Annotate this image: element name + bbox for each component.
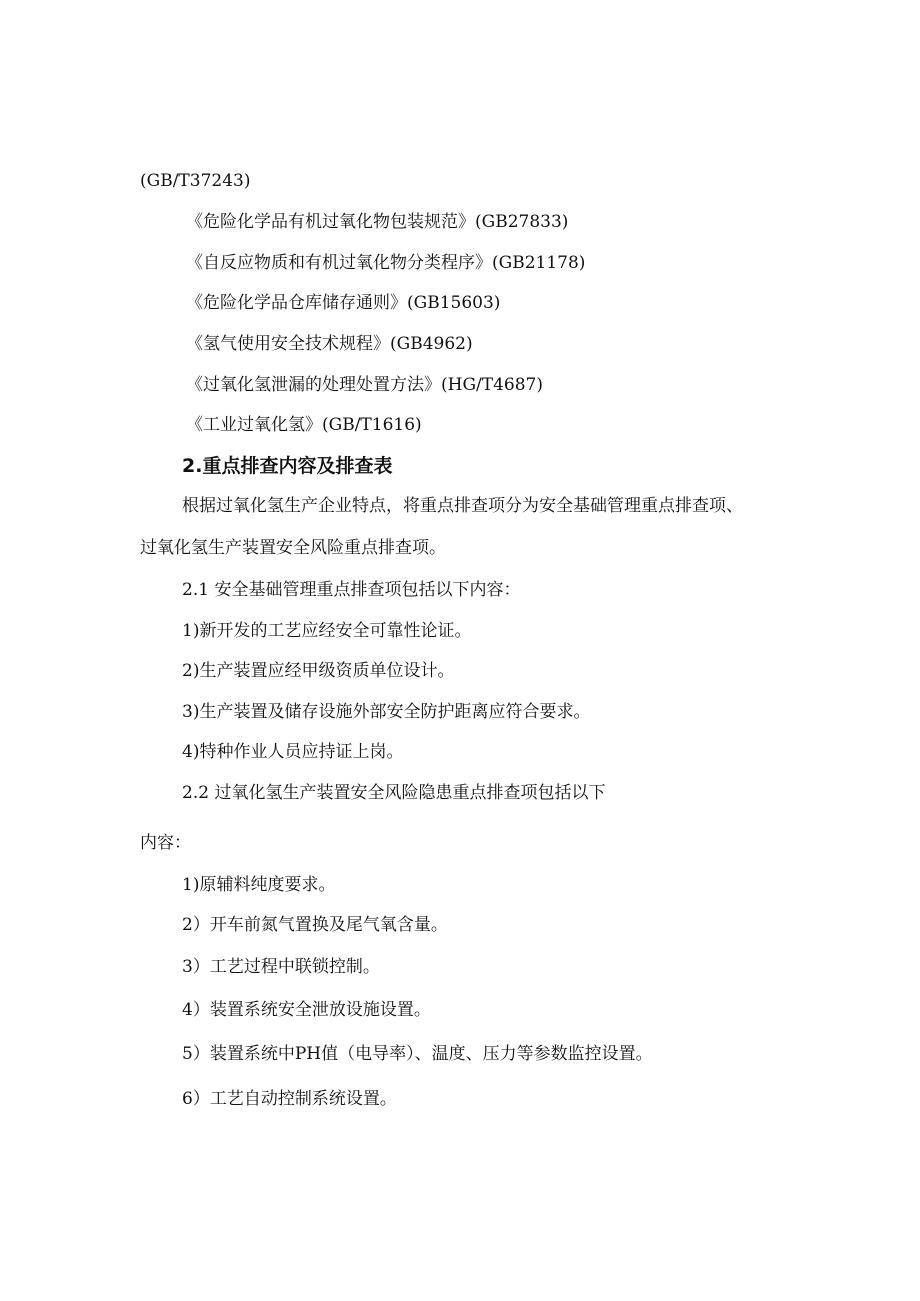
list-item: 1)原辅料纯度要求。 <box>182 875 336 895</box>
standard-item: 《氢气使用安全技术规程》(GB4962) <box>186 334 473 354</box>
intro-paragraph-line2: 过氧化氢生产装置安全风险重点排查项。 <box>140 538 446 558</box>
list-item: 2）开车前氮气置换及尾气氧含量。 <box>182 915 448 935</box>
subsection-title: 2.2 过氧化氢生产装置安全风险隐患重点排查项包括以下 <box>182 783 606 803</box>
standard-item: 《工业过氧化氢》(GB/T1616) <box>186 415 422 435</box>
standard-item: 《自反应物质和有机过氧化物分类程序》(GB21178) <box>186 253 586 273</box>
intro-paragraph-line1: 根据过氧化氢生产企业特点，将重点排查项分为安全基础管理重点排查项、 <box>182 496 743 516</box>
subsection-title: 2.1 安全基础管理重点排查项包括以下内容： <box>182 580 521 600</box>
standard-item: 《危险化学品有机过氧化物包装规范》(GB27833) <box>186 212 569 232</box>
section-heading: 2.重点排查内容及排查表 <box>182 455 393 477</box>
list-item: 3)生产装置及储存设施外部安全防护距离应符合要求。 <box>182 702 591 722</box>
list-item: 2)生产装置应经甲级资质单位设计。 <box>182 661 455 681</box>
list-item: 1)新开发的工艺应经安全可靠性论证。 <box>182 621 472 641</box>
list-item: 5）装置系统中PH值（电导率）、温度、压力等参数监控设置。 <box>182 1044 653 1064</box>
list-item: 4）装置系统安全泄放设施设置。 <box>182 1000 431 1020</box>
standard-continuation: (GB/T37243) <box>140 171 251 191</box>
subsection-title-continuation: 内容： <box>140 833 191 853</box>
standard-item: 《过氧化氢泄漏的处理处置方法》(HG/T4687) <box>186 375 543 395</box>
list-item: 3）工艺过程中联锁控制。 <box>182 957 380 977</box>
list-item: 6）工艺自动控制系统设置。 <box>182 1089 397 1109</box>
list-item: 4)特种作业人员应持证上岗。 <box>182 742 404 762</box>
standard-item: 《危险化学品仓库储存通则》(GB15603) <box>186 293 501 313</box>
